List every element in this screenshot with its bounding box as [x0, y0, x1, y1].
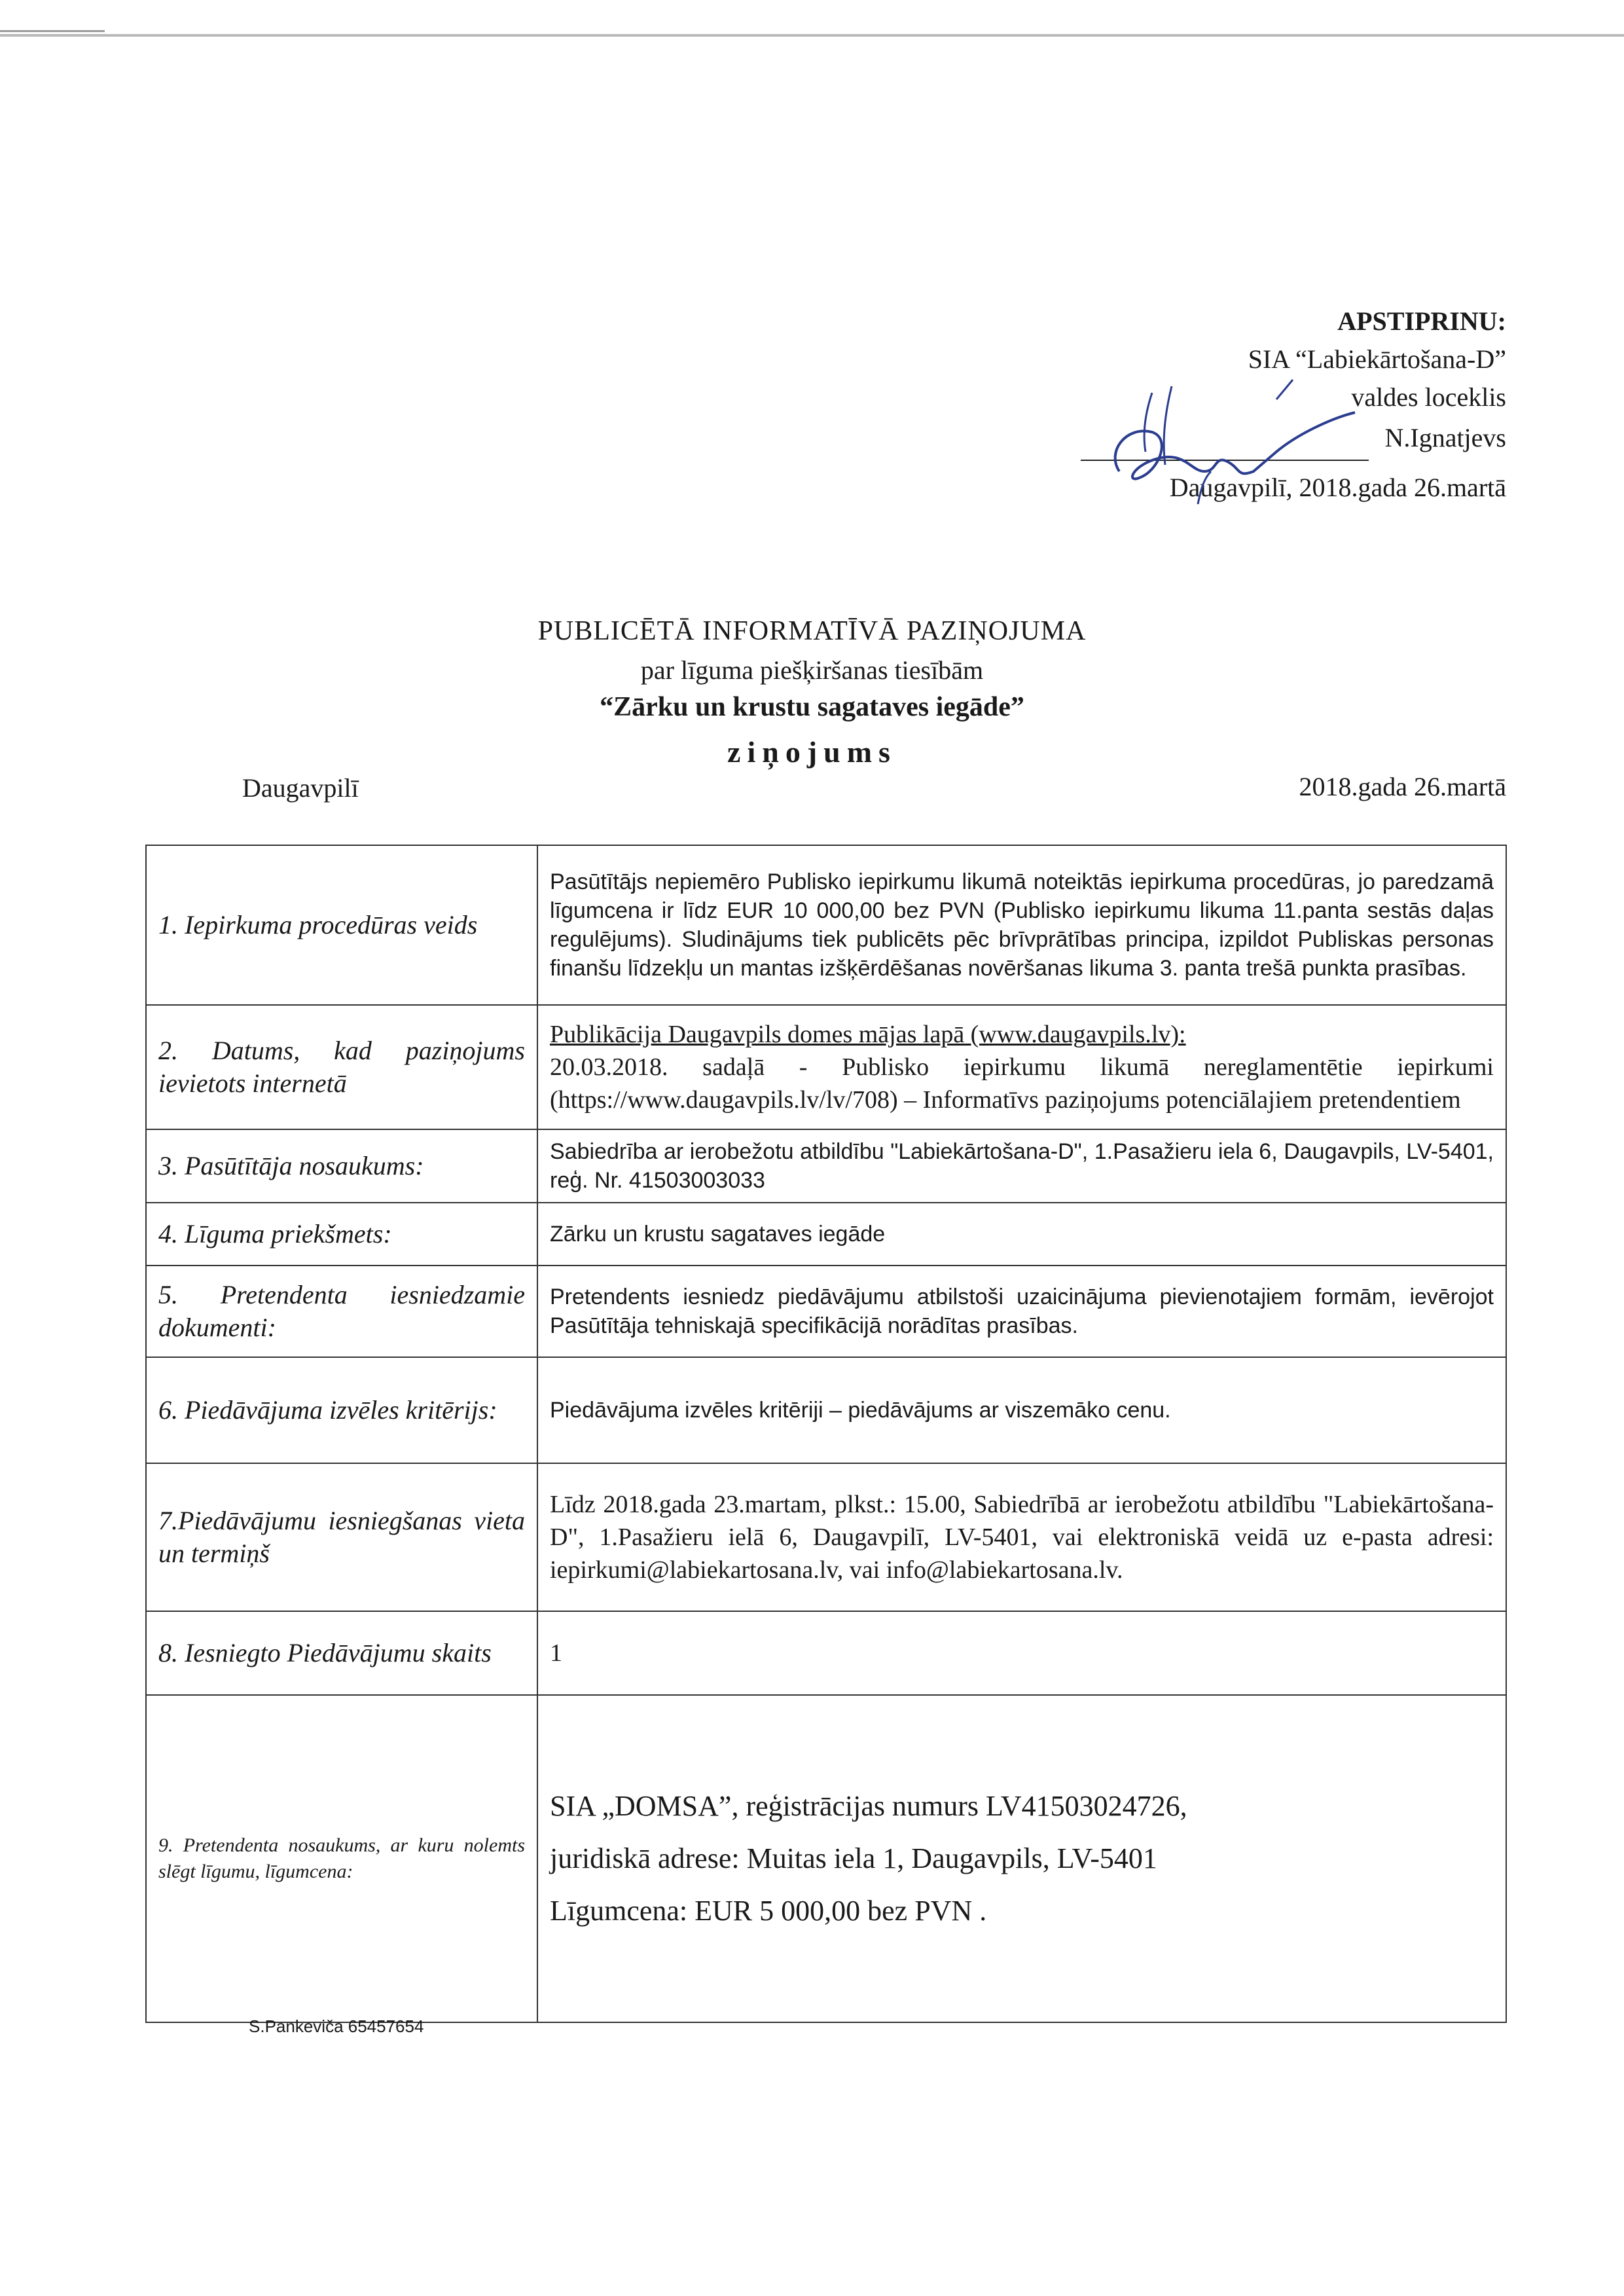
- row-value: Pasūtītājs nepiemēro Publisko iepirkumu likumā noteiktās iepirkuma procedūras, jo paredzamā līgumcena ir līdz EUR 10 000,00 bez PVN (Publisko iepirkumu likuma 11.panta sestās daļas regulējums). Sludinājums tiek publicēts pēc brīvprātības principa, izpildot Publiskas personas finanšu līdzekļu un mantas izšķērdēšanas novēršanas likuma 3. panta trešā punkta prasības.: [537, 845, 1506, 1005]
- row-value: Sabiedrība ar ierobežotu atbildību "Labiekārtošana-D", 1.Pasažieru iela 6, Daugavpils, LV-5401, reģ. Nr. 41503003033: [537, 1129, 1506, 1203]
- table-row: [146, 1266, 1506, 1357]
- scan-edge-mark: [0, 30, 105, 32]
- row-value: 1: [537, 1611, 1506, 1695]
- table-row: [146, 845, 1506, 1005]
- row-value-line: 20.03.2018. sadaļā - Publisko iepirkumu likumā nereglamentētie iepirkumi (https://www.daugavpils.lv/lv/708) – Informatīvs paziņojums potenciālajiem pretendentiem: [550, 1053, 1494, 1114]
- row-value: [537, 1005, 1506, 1129]
- approval-heading: APSTIPRINU:: [1337, 306, 1506, 336]
- row-label: 2. Datums, kad paziņojums ievietots internetā: [146, 1005, 537, 1129]
- table-row: [146, 1203, 1506, 1266]
- contractor-name: SIA „DOMSA”, reģistrācijas numurs LV41503024726,: [550, 1790, 1187, 1822]
- contract-price: Līgumcena: EUR 5 000,00 bez PVN .: [550, 1895, 987, 1927]
- footer-contact: S.Pankeviča 65457654: [249, 2016, 424, 2036]
- row-label: 6. Piedāvājuma izvēles kritērijs:: [146, 1357, 537, 1463]
- approval-company: SIA “Labiekārtošana-D”: [1248, 344, 1506, 374]
- row-value: Piedāvājuma izvēles kritēriji – piedāvājums ar viszemāko cenu.: [537, 1357, 1506, 1463]
- approval-place-date: Daugavpilī, 2018.gada 26.martā: [1169, 473, 1506, 502]
- table-row: [146, 1129, 1506, 1203]
- table-row: [146, 1611, 1506, 1695]
- approval-role: valdes loceklis: [1351, 382, 1506, 412]
- row-value: [537, 1695, 1506, 2022]
- title-line-4: ziņojums: [727, 735, 897, 769]
- document-place: Daugavpilī: [242, 773, 359, 803]
- row-value: Līdz 2018.gada 23.martam, plkst.: 15.00, Sabiedrībā ar ierobežotu atbildību "Labiekārtošana-D", 1.Pasažieru ielā 6, Daugavpilī, LV-5401, vai elektroniskā veidā uz e-pasta adresi: iepirkumi@labiekartosana.lv, vai info@labiekartosana.lv.: [537, 1463, 1506, 1611]
- table-row: [146, 1463, 1506, 1611]
- row-label: 7.Piedāvājumu iesniegšanas vieta un termiņš: [146, 1463, 537, 1611]
- row-label: 8. Iesniegto Piedāvājumu skaits: [146, 1611, 537, 1695]
- table-row: [146, 1357, 1506, 1463]
- title-line-3: “Zārku un krustu sagataves iegāde”: [600, 692, 1024, 722]
- approval-signer: N.Ignatjevs: [1384, 423, 1506, 452]
- row-label: 9. Pretendenta nosaukums, ar kuru nolemts slēgt līgumu, līgumcena:: [146, 1695, 537, 2022]
- title-line-1: PUBLICĒTĀ INFORMATĪVĀ PAZIŅOJUMA: [537, 616, 1087, 646]
- row-label: 4. Līguma priekšmets:: [146, 1203, 537, 1266]
- info-table: [145, 845, 1507, 2023]
- row-value: Pretendents iesniedz piedāvājumu atbilstoši uzaicinājuma pievienotajiem formām, ievērojot Pasūtītāja tehniskajā specifikācijā norādītas prasības.: [537, 1266, 1506, 1357]
- row-label: 5. Pretendenta iesniedzamie dokumenti:: [146, 1266, 537, 1357]
- document-date: 2018.gada 26.martā: [1299, 772, 1506, 801]
- row-value-line: Publikācija Daugavpils domes mājas lapā (www.daugavpils.lv):: [550, 1021, 1186, 1048]
- row-label: 3. Pasūtītāja nosaukums:: [146, 1129, 537, 1203]
- table-row: [146, 1005, 1506, 1129]
- contractor-address: juridiskā adrese: Muitas iela 1, Daugavpils, LV-5401: [550, 1842, 1157, 1874]
- table-row: [146, 1695, 1506, 2022]
- scan-edge-line: [0, 34, 1624, 37]
- row-value: Zārku un krustu sagataves iegāde: [537, 1203, 1506, 1266]
- title-line-2: par līguma piešķiršanas tiesībām: [640, 655, 984, 685]
- handwritten-signature: [1080, 373, 1375, 524]
- row-label: 1. Iepirkuma procedūras veids: [146, 845, 537, 1005]
